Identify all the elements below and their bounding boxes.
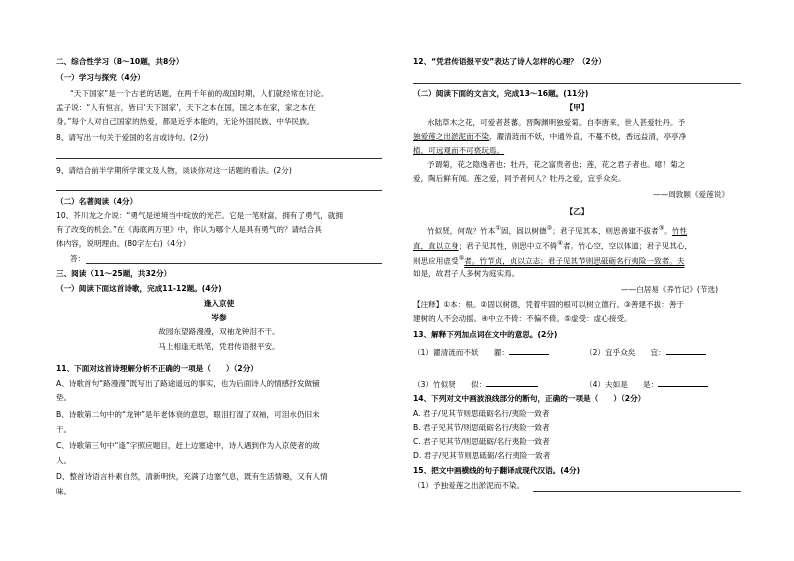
answer-line[interactable]	[56, 190, 382, 191]
answer-line[interactable]	[56, 158, 382, 159]
annotation-line: 【注释】①本：根。②固以树德，凭着牢固的根可以树立德行。③善建不拔：善于	[413, 300, 685, 309]
passage-source: ——周敦颐《爱莲说》	[653, 190, 729, 199]
poem-line: 故园东望路漫漫，双袖龙钟泪不干。	[158, 327, 280, 336]
answer-blank[interactable]	[486, 378, 538, 387]
question-10-line: 有了改变的机会。”在《海底两万里》中，你认为哪个人是具有勇气的？请结合具	[56, 225, 322, 234]
annotation-line: 建树的人不会动摇。④中立不倚：不偏不倚。⑤虚受：虚心接受。	[413, 314, 632, 323]
question-12: 12、“凭君传语报平安”表达了诗人怎样的心理？（2分）	[413, 57, 606, 66]
question-14: 14、下列对文中画波浪线部分的断句，正确的一项是（ ）（2分）	[413, 394, 646, 403]
passage-line: 如是，故君子人多树为庭实焉。	[413, 269, 520, 278]
answer-blank[interactable]	[509, 346, 549, 355]
passage-line: 孟子说：“人有恒言，皆曰‘天下国家’，天下之本在国，国之本在家，家之本在	[56, 103, 316, 112]
option-a-line: A、诗歌首句“路漫漫”既写出了路途遥远的事实，也为后面诗人的情感抒发做铺	[56, 379, 320, 388]
passage-line: 身。”每个人对自己国家的热爱，都是近乎本能的，无论外国民族、中华民族。	[56, 117, 315, 126]
question-15: 15、把文中画横线的句子翻译成现代汉语。(4分)	[413, 466, 581, 475]
passage-line: 则思应用虚受⑤者。竹节贞，贞以立志；君子见其节则思砥砺名行夷险一致者。夫	[413, 255, 685, 266]
option-a-line: 垫。	[56, 393, 72, 402]
option-a: A. 君子/见其节则思砥砺名行/夷险一致者	[413, 409, 550, 418]
q15-item-1: （1）予独爱莲之出淤泥而不染。	[413, 481, 525, 490]
section-3-title: 三、阅读（11～25题，共32分）	[56, 269, 172, 278]
question-8: 8、请写出一句关于爱国的名言或诗句。(2分)	[56, 133, 209, 142]
passage-line: 植，可远观而不可亵玩焉。	[413, 146, 505, 155]
passage-line: 独爱莲之出淤泥而不染，濯清涟而不妖，中通外直，不蔓不枝，香远益清，亭亭净	[413, 132, 687, 141]
question-10-line: 10、芥川龙之介说：“勇气是逆境当中绽放的光芒。它是一笔财富，拥有了勇气，就拥	[56, 211, 343, 220]
passage-jia-label: 【甲】	[565, 103, 589, 112]
option-b-line: B、诗歌第二句中的“龙钟”是年老体衰的意思，眼泪打湿了双袖，可泪水仍旧未	[56, 410, 320, 419]
option-b: B. 君子见其节/则思砥砺名行/夷险一致者	[413, 423, 550, 432]
answer-label: 答：	[70, 254, 86, 263]
passage-line: “天下国家”是一个古老的话题，在两千年前的战国时期，人们就经常在讨论。	[70, 89, 329, 98]
option-c-line: 人。	[56, 456, 72, 465]
subsection-classics-title: （二）名著阅读（4分）	[56, 197, 138, 206]
passage-line: 水陆草木之花，可爱者甚蕃。晋陶渊明独爱菊。自李唐来，世人甚爱牡丹。予	[427, 118, 686, 127]
passage-source: ——白居易《养竹记》(节选)	[621, 285, 719, 294]
answer-blank[interactable]	[658, 378, 708, 387]
subsection-poem-title: （一）阅读下面这首诗歌，完成11-12题。(4分)	[56, 284, 222, 293]
question-9: 9、请结合前半学期所学课文及人物，谈谈你对这一话题的看法。(2分)	[56, 166, 292, 175]
poem-author: 岑参	[211, 313, 227, 322]
underlined-sentence: 独爱莲之出淤泥而不染	[413, 132, 489, 141]
passage-line: 竹似贤，何哉？竹本①固，固以树德②；君子见其本，则思善建不拔者③。竹性	[427, 225, 688, 236]
question-10-line: 体内容，说明理由。(80字左右)（4分）	[56, 239, 191, 248]
passage-line: 予谓菊，花之隐逸者也；牡丹，花之富贵者也；莲，花之君子者也。噫！菊之	[427, 160, 686, 169]
passage-line: 爱，陶后鲜有闻。莲之爱，同予者何人？牡丹之爱，宜乎众矣。	[413, 174, 626, 183]
option-d-line: D、整首诗语言朴素自然，清新明快，充满了边塞气息，既有生活情趣，又有人情	[56, 472, 328, 481]
answer-line[interactable]	[86, 263, 382, 264]
poem-line: 马上相逢无纸笔，凭君传语报平安。	[158, 342, 280, 351]
option-c: C. 君子见其节/则思砥砺/名行夷险一致者	[413, 437, 550, 446]
passage-yi-label: 【乙】	[565, 207, 589, 216]
option-c-line: C、诗歌第三句中“逢”字照应题目，赶上边塞途中，诗人遇到作为入京使者的故	[56, 441, 320, 450]
option-d: D. 君子/见其节则思砥砺/名行夷险一致者	[413, 451, 551, 460]
answer-line[interactable]	[413, 83, 741, 84]
answer-blank[interactable]	[666, 346, 706, 355]
option-b-line: 干。	[56, 425, 72, 434]
question-13: 13、解释下列加点词在文中的意思。(2分)	[413, 330, 558, 339]
section-2-title: 二、综合性学习（8～10题，共8分）	[56, 57, 184, 66]
passage-line: 直，直以立身；君子见其性，则思中立不倚④者。竹心空，空以体道；君子见其心，	[413, 240, 693, 251]
poem-title: 逢入京使	[203, 299, 235, 308]
q13-item-3: （3）竹似贤 似：	[413, 378, 538, 390]
q13-item-1: （1）濯清涟而不妖 濯：	[413, 346, 549, 358]
subsection-study-title: （一）学习与探究（4分）	[56, 73, 145, 82]
q13-item-4: （4）夫如是 是：	[585, 378, 708, 390]
subsection-classical-title: （二）阅读下面的文言文，完成13～16题。(11分)	[413, 89, 589, 98]
answer-line[interactable]	[533, 491, 741, 492]
option-d-line: 味。	[56, 487, 72, 496]
q13-item-2: （2）宜乎众矣 宜：	[585, 346, 706, 358]
question-11: 11、下面对这首诗理解分析不正确的一项是（ ）（2分）	[56, 364, 258, 373]
